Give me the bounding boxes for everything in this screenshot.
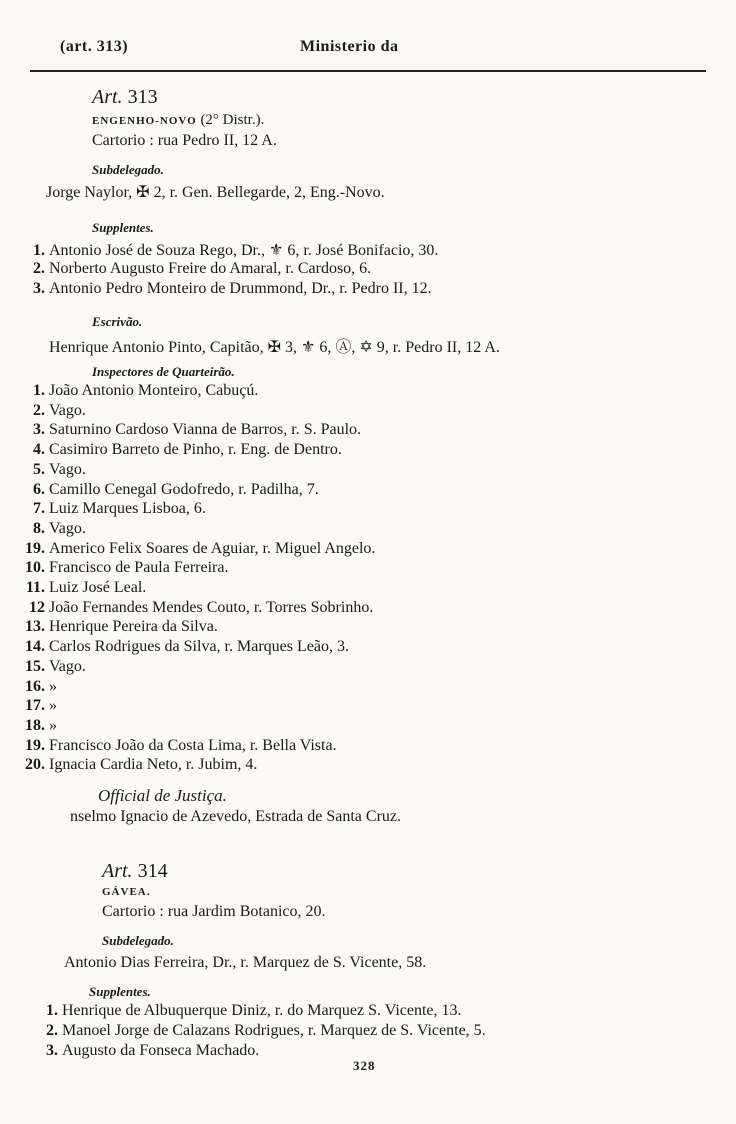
item-text: »: [49, 716, 57, 734]
supplentes-heading: Supplentes.: [89, 984, 151, 999]
subdelegado-entry: Antonio Dias Ferreira, Dr., r. Marquez de S. Vicente, 58.: [64, 954, 427, 971]
item-number: 12: [29, 598, 45, 616]
escrivao-heading: Escrivão.: [92, 314, 143, 329]
item-text: Camillo Cenegal Godofredo, r. Padilha, 7.: [49, 480, 319, 498]
list-item: [5, 461, 86, 479]
item-number: 1.: [46, 1002, 58, 1019]
item-text: Henrique Pereira da Silva.: [49, 618, 218, 636]
item-number: 11.: [25, 579, 45, 596]
article-prefix: Art.: [102, 860, 133, 882]
item-text: Ignacia Cardia Neto, r. Jubim, 4.: [49, 756, 258, 774]
item-number: 15.: [25, 657, 45, 675]
page-number: 328: [353, 1058, 376, 1073]
item-text: Henrique de Albuquerque Diniz, r. do Marquez S. Vicente, 13.: [62, 1002, 462, 1019]
list-item: [18, 1002, 462, 1020]
list-item: [5, 280, 432, 298]
list-item: [5, 756, 257, 774]
list-item: [5, 579, 146, 597]
list-item: [5, 421, 361, 439]
inspectores-heading: Inspectores de Quarteirão.: [92, 364, 235, 379]
item-text: Antonio José de Souza Rego, Dr., ⚜ 6, r. José Bonifacio, 30.: [49, 242, 439, 259]
official-heading: Official de Justiça.: [98, 786, 227, 805]
item-text: Vago.: [49, 657, 86, 675]
list-item: [5, 697, 57, 715]
cartorio-address: Cartorio : rua Pedro II, 12 A.: [92, 132, 277, 149]
list-item: [5, 402, 86, 420]
item-number: 5.: [33, 460, 45, 478]
article-number: 314: [137, 860, 168, 882]
item-text: Francisco de Paula Ferreira.: [49, 559, 229, 577]
item-number: 10.: [25, 559, 45, 577]
item-number: 4.: [33, 441, 45, 459]
list-item: [5, 658, 86, 676]
list-item: [18, 1042, 259, 1060]
subdelegado-entry: Jorge Naylor, ✠ 2, r. Gen. Bellegarde, 2, Eng.-Novo.: [46, 184, 385, 201]
item-number: 13.: [25, 618, 45, 636]
list-item: [5, 559, 228, 577]
item-number: 7.: [33, 500, 45, 518]
cartorio-address: Cartorio : rua Jardim Botanico, 20.: [102, 903, 326, 920]
item-number: 1.: [33, 242, 45, 259]
item-number: 3.: [46, 1042, 58, 1059]
list-item: [5, 717, 57, 735]
item-text: Casimiro Barreto de Pinho, r. Eng. de Dentro.: [49, 441, 342, 459]
item-number: 19.: [25, 539, 45, 557]
item-number: 2.: [33, 401, 45, 419]
official-entry: nselmo Ignacio de Azevedo, Estrada de Santa Cruz.: [70, 808, 401, 825]
item-text: Carlos Rodrigues da Silva, r. Marques Leão, 3.: [49, 638, 349, 656]
item-text: Saturnino Cardoso Vianna de Barros, r. S. Paulo.: [49, 421, 362, 439]
item-number: 6.: [33, 480, 45, 498]
item-text: Francisco João da Costa Lima, r. Bella Vista.: [49, 736, 337, 754]
list-item: [5, 540, 375, 558]
item-text: Vago.: [49, 519, 86, 537]
item-number: 19.: [25, 736, 45, 754]
item-text: Luiz José Leal.: [49, 579, 147, 596]
list-item: [18, 1022, 486, 1040]
item-number: 14.: [25, 638, 45, 656]
list-item: [5, 260, 371, 278]
header-rule: [30, 70, 706, 72]
item-text: Antonio Pedro Monteiro de Drummond, Dr., r. Pedro II, 12.: [49, 280, 432, 297]
list-item: [5, 638, 349, 656]
item-text: João Antonio Monteiro, Cabuçú.: [49, 382, 259, 399]
escrivao-entry: Henrique Antonio Pinto, Capitão, ✠ 3, ⚜ 6, Ⓐ, ✡ 9, r. Pedro II, 12 A.: [49, 339, 500, 356]
item-number: 18.: [25, 716, 45, 734]
item-number: 2.: [46, 1022, 58, 1039]
list-item: [5, 737, 337, 755]
item-text: »: [49, 677, 57, 695]
item-text: Augusto da Fonseca Machado.: [62, 1042, 260, 1059]
article-prefix: Art.: [92, 86, 123, 108]
list-item: [5, 382, 258, 400]
item-number: 3.: [33, 421, 45, 439]
article-314-title: [102, 860, 168, 883]
item-number: 2.: [33, 260, 45, 277]
district-heading: GÁVEA.: [102, 886, 151, 898]
list-item: [5, 678, 57, 696]
district-number: (2° Distr.).: [200, 112, 265, 128]
list-item: [5, 520, 86, 538]
subdelegado-heading: Subdelegado.: [102, 933, 174, 948]
running-head-article: (art. 313): [60, 38, 129, 55]
running-head-title: Ministerio da: [300, 38, 399, 55]
supplentes-heading: Supplentes.: [92, 220, 154, 235]
subdelegado-heading: Subdelegado.: [92, 162, 164, 177]
item-number: 17.: [25, 697, 45, 715]
item-number: 16.: [25, 677, 45, 695]
list-item: [5, 599, 373, 617]
list-item: [5, 240, 438, 260]
item-number: 1.: [33, 382, 45, 399]
list-item: [5, 618, 218, 636]
item-text: Norberto Augusto Freire do Amaral, r. Cardoso, 6.: [49, 260, 372, 277]
item-text: Americo Felix Soares de Aguiar, r. Miguel Angelo.: [49, 539, 376, 557]
item-number: 20.: [25, 756, 45, 774]
article-number: 313: [127, 86, 158, 108]
list-item: [5, 500, 206, 518]
list-item: [5, 481, 319, 499]
item-text: Luiz Marques Lisboa, 6.: [49, 500, 206, 518]
list-item: [5, 441, 342, 459]
article-313-title: [92, 86, 158, 109]
item-number: 3.: [33, 280, 45, 297]
item-text: Vago.: [49, 401, 86, 419]
district-heading: [92, 112, 264, 129]
item-text: João Fernandes Mendes Couto, r. Torres Sobrinho.: [49, 598, 374, 616]
item-text: »: [49, 697, 57, 715]
district-name: ENGENHO-NOVO: [92, 115, 197, 127]
item-text: Vago.: [49, 460, 86, 478]
item-text: Manoel Jorge de Calazans Rodrigues, r. Marquez de S. Vicente, 5.: [62, 1022, 486, 1039]
item-number: 8.: [33, 519, 45, 537]
